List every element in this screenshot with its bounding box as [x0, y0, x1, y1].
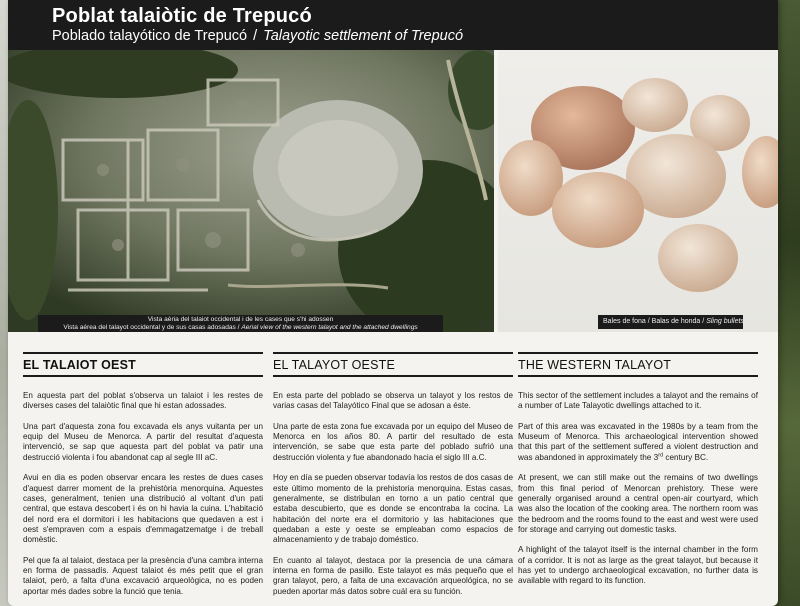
stones-caption-separator: / [702, 318, 705, 325]
sign-title: Poblat talaiòtic de Trepucó [52, 5, 312, 27]
column-rule-bottom [23, 375, 263, 377]
column-body [23, 391, 263, 597]
paragraph: Una parte de esta zona fue excavada por un equipo del Museo de Menorca en los años 80. A partir del resultado de esta intervención, se sabe que esta parte del poblado sufrió una destrucción violenta y fue abandonado hacia el siglo III a.C. [273, 421, 513, 462]
sign-header [8, 0, 778, 50]
paragraph: En esta parte del poblado se observa un talayot y los restos de varias casas del Talayótico Final que se adosan a éste. [273, 391, 513, 411]
column-catalan [23, 352, 263, 606]
subtitle-english: Talayotic settlement of Trepucó [263, 28, 464, 44]
sling-bullets-caption [598, 315, 743, 329]
subtitle-spanish: Poblado talayótico de Trepucó [52, 28, 248, 44]
paragraph: En aquesta part del poblat s'observa un talaiot i les restes de diverses cases del talaiòtic final que hi estan adossades. [23, 391, 263, 411]
column-body [273, 391, 513, 597]
subtitle-separator: / [253, 28, 258, 44]
sling-bullets-image [498, 50, 778, 332]
paragraph: This sector of the settlement includes a talayot and the remains of a number of Late Talayotic dwellings attached to it. [518, 391, 758, 411]
column-heading: THE WESTERN TALAYOT [518, 358, 672, 372]
sign-subtitle [52, 27, 778, 45]
paragraph: Una part d'aquesta zona fou excavada els anys vuitanta per un equip del Museu de Menorca. A partir del resultat d'aquesta intervenció, se sap que aquesta part del poblat va patir una destrucció violenta i fou abandonat cap al segle III aC. [23, 421, 263, 462]
stones-caption-catalan: Bales de fona [603, 318, 646, 325]
paragraph: Hoy en día se pueden observar todavía los restos de dos casas de este último momento de la prehistoria menorquina. Estas casas, generalmente, se distribulan en torno a un patio central que estaba descubierto, que es donde se encontraba la cocina. La habitación del norte era el dormitorio y las habitaciones que quedaban a este y oeste se empleaban como espacios de almacenamiento y de trabajo doméstico. [273, 473, 513, 545]
column-body [518, 391, 758, 587]
paragraph: A highlight of the talayot itself is the internal chamber in the form of a corridor. It is not as large as the great talayot, but because it has yet to undergo archaeological excavation, no further data is available with regard to its function. [518, 545, 758, 586]
column-spanish [273, 352, 513, 606]
paragraph: Avui en dia es poden observar encara les restes de dues cases d'aquest darrer moment de la prehistòria menorquina. Aquestes cases, generalment, tenien una distribució al voltant d'un pati central, que estava descobert i és on hi havia la cuina. L'habitació del nord era el dormitori i les habitacions que quedaven a est i oest s'empraven com a espais d'emmagatzematge i de treball domèstic. [23, 473, 263, 545]
caption-spanish: Vista aérea del talayot occidental y de sus casas adosadas / [63, 324, 240, 331]
aerial-photo-image [8, 50, 494, 332]
paragraph [518, 422, 758, 463]
sling-bullets-photo [498, 50, 778, 332]
stones-caption-english: Sling bullets [706, 318, 744, 325]
column-rule-bottom [273, 375, 513, 377]
paragraph: At present, we can still make out the remains of two dwellings from this final period of Menorcan prehistory. These were generally organised around a central open-air courtyard, which was also the location of the cooking area. The northern room was the bedroom and the rooms found to the east and west were used for storage and carrying out domestic tasks. [518, 473, 758, 534]
caption-es-en [44, 324, 437, 332]
paragraph: En cuanto al talayot, destaca por la presencia de una cámara interna en forma de pasillo. Este talayot es más pequeño que el gran talayot, pero, a falta de una excavación arqueológica, no se pueden aportar más datos sobre cuál era su función. [273, 555, 513, 596]
stones-caption-separator: / [647, 318, 650, 325]
caption-english: Aerial view of the western talayot and the attached dwellings [241, 324, 418, 331]
ordinal-suffix: rd [658, 452, 664, 459]
caption-catalan: Vista aèria del talaiot occidental i de les cases que s'hi adossen [147, 316, 334, 323]
aerial-photo-caption [38, 315, 443, 332]
paragraph: Pel que fa al talaiot, destaca per la presència d'una cambra interna en forma de passadís. Aquest talaiot és més petit que el gran talaiot, però, a falta d'una excavació arqueològica, no es poden aportar més dades sobre la funció que tenia. [23, 555, 263, 596]
information-sign [8, 0, 778, 606]
column-heading: EL TALAIOT OEST [23, 358, 136, 372]
paragraph-text: Part of this area was excavated in the 1980s by a team from the Museum of Menorca. This archaeological intervention showed that this part of the settlement suffered a violent destruction and was abandoned in approximately the 3 [518, 421, 758, 462]
paragraph-text: century BC. [663, 452, 709, 462]
aerial-photo [8, 50, 494, 332]
column-rule-bottom [518, 375, 758, 377]
stones-caption-spanish: Balas de honda [651, 318, 701, 325]
column-english [518, 352, 758, 597]
column-heading: EL TALAYOT OESTE [273, 358, 395, 372]
